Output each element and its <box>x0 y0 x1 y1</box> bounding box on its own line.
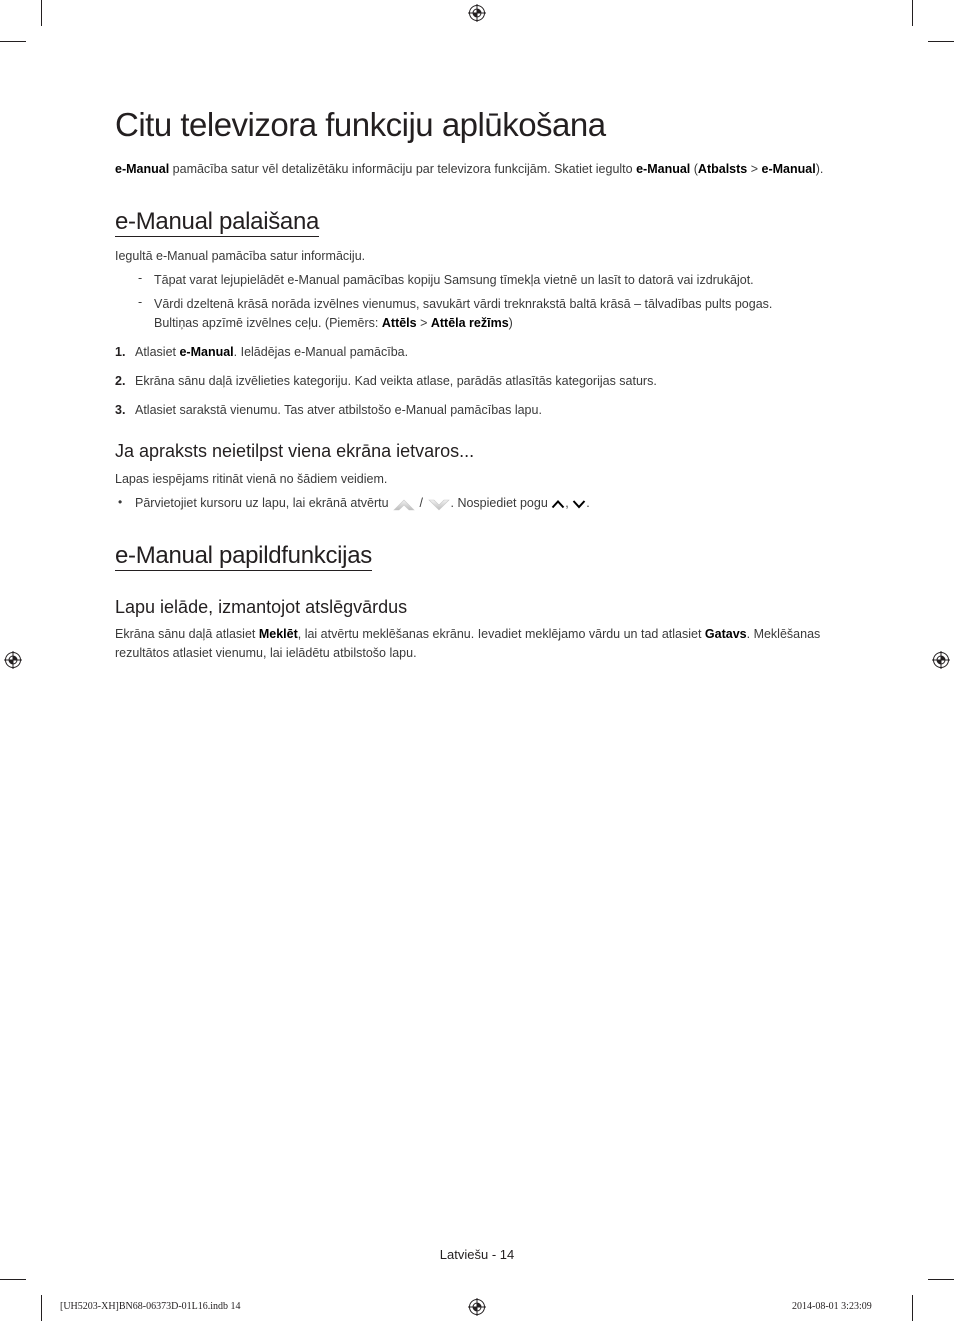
emphasis: e-Manual <box>115 162 170 176</box>
text: , <box>565 496 573 510</box>
scroll-down-button-icon <box>427 496 451 512</box>
text: Ekrāna sānu daļā atlasiet <box>115 627 259 641</box>
menu-item: Meklēt <box>258 627 298 641</box>
note-text: Tāpat varat lejupielādēt e-Manual pamācības kopiju Samsung tīmekļa vietnē un lasīt to datorā vai izdrukājot. <box>154 273 754 287</box>
paragraph: rezultātos atlasiet vienumu, lai ielādētu atbilstošo lapu. <box>115 646 417 660</box>
chevron-up-icon <box>551 498 565 510</box>
note-text: Vārdi dzeltenā krāsā norāda izvēlnes vienumus, savukārt vārdi treknrakstā baltā krāsā – tālvadības pults pogas. <box>154 297 773 311</box>
bullet-text <box>135 494 590 513</box>
page-title: Citu televizora funkciju aplūkošana <box>115 106 606 143</box>
crop-mark <box>912 0 913 26</box>
text: Bultiņas apzīmē izvēlnes ceļu. (Piemērs: <box>154 316 382 330</box>
text: Pārvietojiet kursoru uz lapu, lai ekrānā atvērtu <box>135 496 393 510</box>
text: . Ielādējas e-Manual pamācība. <box>233 345 409 359</box>
subsection-heading: Ja apraksts neietilpst viena ekrāna ietvaros... <box>115 441 475 461</box>
intro-paragraph <box>115 160 823 179</box>
text: . Nospiediet pogu <box>450 496 552 510</box>
paragraph <box>115 625 820 644</box>
step-number: 2. <box>115 374 126 388</box>
text: ). <box>815 162 824 176</box>
crop-mark <box>0 41 26 42</box>
crop-mark <box>912 1295 913 1321</box>
print-slug-left: [UH5203-XH]BN68-06373D-01L16.indb 14 <box>60 1301 241 1312</box>
text: / <box>416 496 427 510</box>
page-number: Latviešu - 14 <box>439 1247 515 1262</box>
subsection-lead: Lapas iespējams ritināt vienā no šādiem veidiem. <box>115 472 388 486</box>
chevron-down-icon <box>572 498 586 510</box>
crop-mark <box>928 1279 954 1280</box>
dash-marker: - <box>138 271 143 285</box>
crop-mark <box>928 41 954 42</box>
section-heading: e-Manual papildfunkcijas <box>115 542 372 569</box>
menu-item: e-Manual <box>179 345 234 359</box>
registration-mark-icon <box>468 4 486 22</box>
section-lead: Iegultā e-Manual pamācība satur informāciju. <box>115 249 366 263</box>
text: > <box>416 316 431 330</box>
text: ( <box>690 162 698 176</box>
step-text <box>135 343 408 362</box>
menu-item: Gatavs <box>704 627 747 641</box>
text: . Meklēšanas <box>746 627 821 641</box>
menu-path-item: Attēla režīms <box>430 316 509 330</box>
registration-mark-icon <box>932 651 950 669</box>
step-text: Atlasiet sarakstā vienumu. Tas atver atbilstošo e-Manual pamācības lapu. <box>135 403 542 417</box>
crop-mark <box>41 1295 42 1321</box>
text: > <box>747 162 762 176</box>
step-number: 1. <box>115 345 126 359</box>
crop-mark <box>0 1279 26 1280</box>
menu-path-item: e-Manual <box>761 162 816 176</box>
text: Atlasiet <box>135 345 180 359</box>
bullet-marker: • <box>118 495 123 509</box>
dash-marker: - <box>138 295 143 309</box>
text: , lai atvērtu meklēšanas ekrānu. Ievadiet meklējamo vārdu un tad atlasiet <box>297 627 705 641</box>
menu-path-item: Atbalsts <box>697 162 748 176</box>
emphasis: e-Manual <box>636 162 691 176</box>
text: pamācība satur vēl detalizētāku informāciju par televizora funkcijām. Skatiet iegulto <box>169 162 637 176</box>
section-heading: e-Manual palaišana <box>115 208 320 235</box>
note-text <box>154 314 513 333</box>
registration-mark-icon <box>4 651 22 669</box>
crop-mark <box>41 0 42 26</box>
scroll-up-button-icon <box>392 496 416 512</box>
text: . <box>586 496 590 510</box>
step-text: Ekrāna sānu daļā izvēlieties kategoriju. Kad veikta atlase, parādās atlasītās kategorijas saturs. <box>135 374 657 388</box>
step-number: 3. <box>115 403 126 417</box>
menu-path-item: Attēls <box>381 316 417 330</box>
text: ) <box>508 316 513 330</box>
subsection-heading: Lapu ielāde, izmantojot atslēgvārdus <box>115 597 408 617</box>
print-slug-right: 2014-08-01 3:23:09 <box>792 1301 872 1312</box>
registration-mark-icon <box>468 1298 486 1316</box>
